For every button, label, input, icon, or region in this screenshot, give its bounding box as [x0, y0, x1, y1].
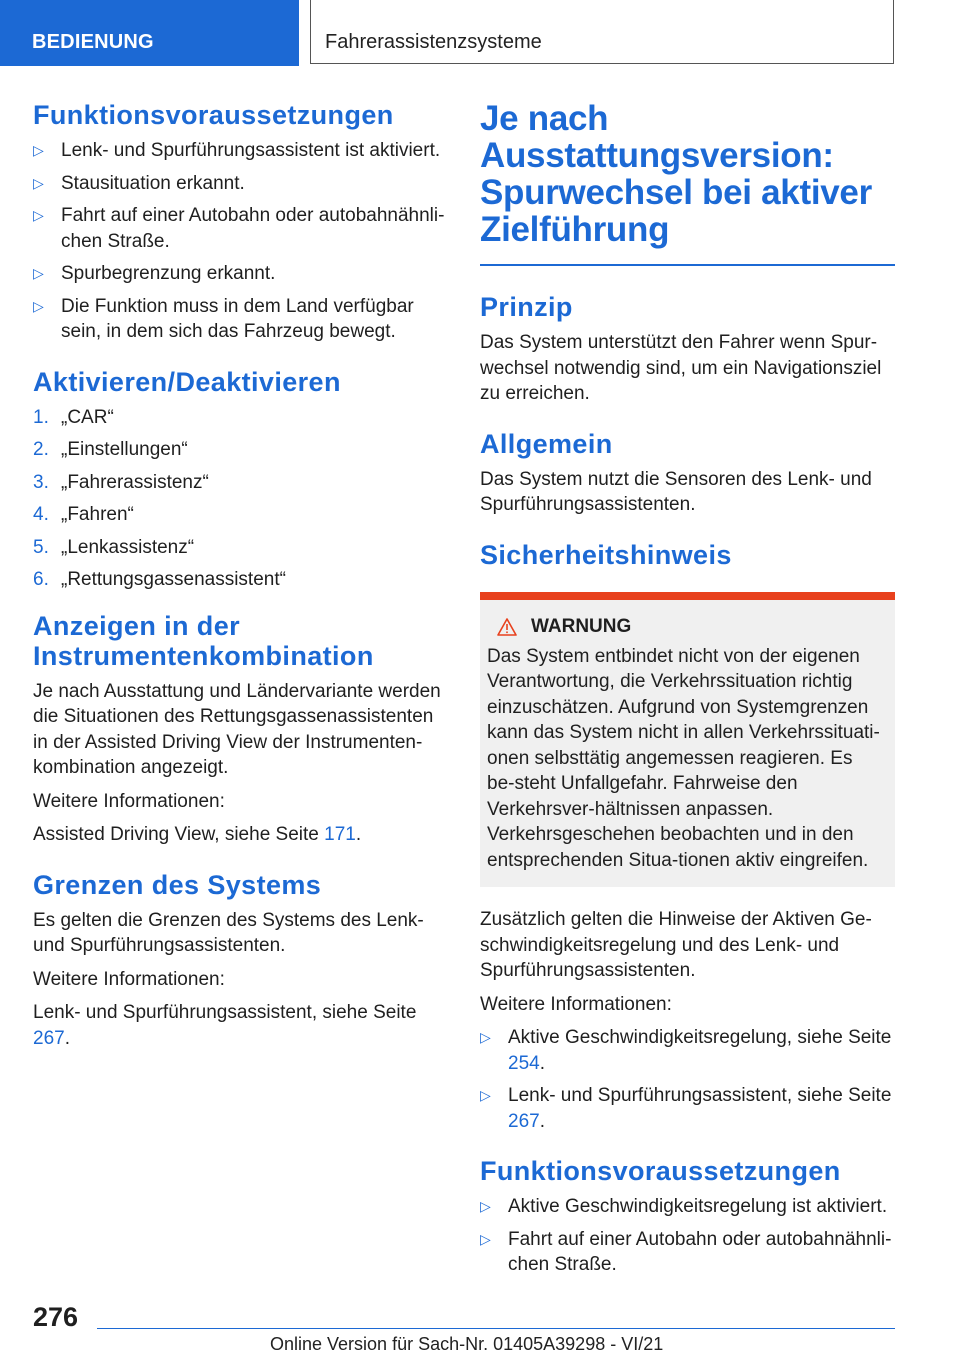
allgemein-heading: Allgemein	[480, 428, 613, 459]
ref-text: Lenk- und Spurführungsassistent, siehe Seite	[508, 1085, 892, 1106]
ref-text: Assisted Driving View, siehe Seite	[33, 824, 325, 845]
triangle-right-icon: ▷	[480, 1198, 491, 1214]
page-link[interactable]: 254	[508, 1052, 540, 1074]
step-item	[33, 437, 453, 463]
list-item	[33, 203, 453, 254]
step-number: 4.	[33, 504, 49, 525]
header-section-label: BEDIENUNG	[32, 31, 154, 53]
step-number: 5.	[33, 536, 49, 558]
left-column	[33, 100, 453, 1059]
list-item	[33, 138, 453, 164]
list-item	[33, 171, 453, 197]
warning-text: Das System entbindet nicht von der eigenen Verantwortung, die Verkehrssituation richtig einzuschätzen. Aufgrund von Systemgrenzen kann das System nicht in allen Verkehrssituati-onen selbsttätig angemessen reagieren. Es be-steht Unfallgefahr. Fahrweise den Verkehrsver-hältnissen anpassen. Verkehrsgeschehen beobachten und in den entsprechenden Situa-tionen aktiv eingreifen.	[487, 645, 880, 871]
triangle-right-icon: ▷	[33, 265, 44, 281]
sicherheit-heading: Sicherheitshinweis	[480, 539, 732, 570]
header-section-tab	[0, 0, 299, 66]
step-text: „Einstellungen“	[61, 439, 188, 460]
anzeigen-more: Weitere Informationen:	[33, 790, 225, 812]
list-item-text: Lenk- und Spurführungsassistent ist aktiviert.	[61, 140, 441, 161]
step-item	[33, 405, 453, 431]
grenzen-text: Es gelten die Grenzen des Systems des Lenk- und Spurführungsassistenten.	[33, 909, 424, 956]
warning-box	[480, 592, 895, 888]
footer-divider	[97, 1328, 895, 1329]
zusatz-more: Weitere Informationen:	[480, 993, 672, 1015]
step-item	[33, 567, 453, 593]
list-item: ▷ Lenk- und Spurführungsassistent, siehe Seite 267.	[480, 1085, 892, 1132]
step-number: 1.	[33, 406, 49, 428]
triangle-right-icon: ▷	[33, 174, 44, 191]
triangle-right-icon: ▷	[480, 1029, 491, 1045]
ref-text: Lenk- und Spurführungsassistent, siehe Seite	[33, 1002, 417, 1023]
anzeigen-text: Je nach Ausstattung und Ländervariante werden die Situationen des Rettungsgassenassistenten in der Assisted Driving View der Instrumenten-kombination angezeigt.	[33, 680, 441, 778]
grenzen-heading: Grenzen des Systems	[33, 869, 322, 900]
prinzip-text: Das System unterstützt den Fahrer wenn Spur-wechsel notwendig sind, um ein Navigationsziel zu erreichen.	[480, 332, 882, 404]
step-text: „Rettungsgassenassistent“	[61, 569, 286, 590]
footer-online-text: Online Version für Sach-Nr. 01405A39298 - VI/21	[270, 1334, 664, 1354]
main-title: Je nach Ausstattungsversion: Spurwechsel bei aktiver Zielführung	[480, 99, 872, 249]
funktion2-heading: Funktionsvoraussetzungen	[480, 1156, 841, 1186]
list-item	[33, 294, 453, 345]
header-chapter-label: Fahrerassistenzsysteme	[325, 31, 542, 53]
step-number: 6.	[33, 569, 49, 590]
aktiv-heading: Aktivieren/Deaktivieren	[33, 366, 341, 397]
header-chapter-box	[310, 0, 894, 64]
warning-header	[487, 616, 881, 638]
right-column	[480, 100, 895, 1300]
step-text: „Lenkassistenz“	[61, 536, 195, 558]
anzeigen-heading: Anzeigen in der Instrumentenkombination	[33, 610, 374, 671]
step-item	[33, 502, 453, 528]
list-item-text: Fahrt auf einer Autobahn oder autobahnähnli-chen Straße.	[61, 205, 445, 252]
triangle-right-icon: ▷	[33, 142, 44, 158]
list-item-text: Aktive Geschwindigkeitsregelung ist aktiviert.	[508, 1196, 888, 1217]
list-item	[33, 261, 453, 287]
list-item	[480, 1227, 895, 1278]
step-text: „CAR“	[61, 406, 114, 428]
triangle-right-icon: ▷	[480, 1087, 491, 1103]
prinzip-heading: Prinzip	[480, 292, 573, 322]
zusatz-text: Zusätzlich gelten die Hinweise der Aktiven Ge-schwindigkeitsregelung und des Lenk- und Spurführungsassistenten.	[480, 909, 872, 981]
warning-triangle-icon	[497, 618, 517, 636]
ref-list	[480, 1025, 895, 1134]
step-text: „Fahrerassistenz“	[61, 471, 209, 493]
aktiv-steps	[33, 405, 453, 593]
step-number: 2.	[33, 439, 49, 460]
funktion2-list	[480, 1194, 895, 1278]
list-item: ▷ Aktive Geschwindigkeitsregelung, siehe Seite 254.	[480, 1027, 892, 1074]
page-link[interactable]: 267	[508, 1110, 540, 1132]
allgemein-text: Das System nutzt die Sensoren des Lenk- und Spurführungsassistenten.	[480, 468, 872, 515]
title-divider	[480, 264, 895, 266]
step-item	[33, 470, 453, 496]
warning-label: WARNUNG	[531, 615, 632, 637]
ref-text: Aktive Geschwindigkeitsregelung, siehe Seite	[508, 1027, 892, 1048]
list-item	[480, 1194, 895, 1220]
funktion-list	[33, 138, 453, 345]
step-text: „Fahren“	[61, 504, 134, 525]
step-number: 3.	[33, 471, 49, 493]
triangle-right-icon: ▷	[33, 297, 44, 314]
list-item-text: Die Funktion muss in dem Land verfügbar sein, in dem sich das Fahrzeug bewegt.	[61, 295, 414, 342]
page-link[interactable]: 171	[324, 824, 356, 845]
page-number: 276	[33, 1302, 79, 1332]
funktion-heading: Funktionsvoraussetzungen	[33, 100, 394, 130]
triangle-right-icon: ▷	[33, 207, 44, 223]
triangle-right-icon: ▷	[480, 1230, 491, 1247]
grenzen-more: Weitere Informationen:	[33, 968, 225, 990]
page-link[interactable]: 267	[33, 1027, 65, 1049]
list-item-text: Spurbegrenzung erkannt.	[61, 263, 276, 284]
anzeigen-ref: Assisted Driving View, siehe Seite 171.	[33, 824, 362, 845]
list-item-text: Stausituation erkannt.	[61, 172, 245, 194]
grenzen-ref: Lenk- und Spurführungsassistent, siehe Seite 267.	[33, 1002, 417, 1049]
step-item	[33, 535, 453, 561]
list-item-text: Fahrt auf einer Autobahn oder autobahnähnli-chen Straße.	[508, 1228, 892, 1275]
